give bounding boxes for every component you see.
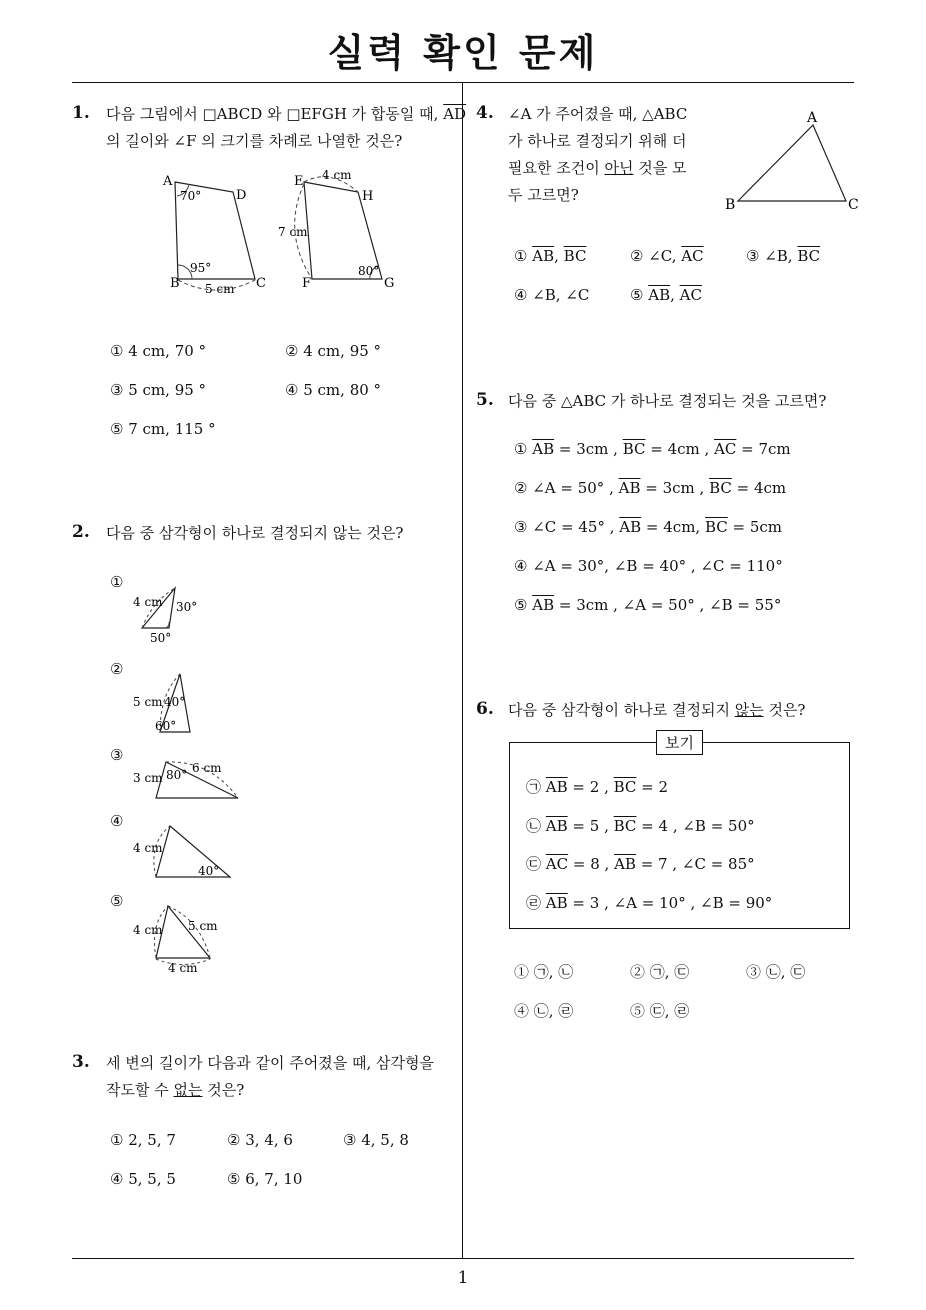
answer-option[interactable]: ② 4 cm, 95 ° bbox=[285, 342, 382, 360]
answer-option[interactable]: ③ bbox=[110, 746, 124, 764]
text-line: 작도할 수 bbox=[106, 1081, 174, 1099]
side-label: 4 cm bbox=[133, 923, 163, 937]
side-label: 4 cm bbox=[133, 595, 163, 609]
answer-option[interactable]: ③ ∠B, $\overline{BC}$ bbox=[746, 247, 821, 265]
bogi-item: ㉢ $\overline{AC} = 8$ , $\overline{AB} = 7$ , ∠C = 85° bbox=[526, 855, 755, 873]
answer-option[interactable]: ④ bbox=[110, 812, 124, 830]
vertex-c: C bbox=[256, 276, 266, 291]
question-number: 3. bbox=[72, 1052, 90, 1072]
angle-label: 50° bbox=[150, 631, 172, 645]
answer-option[interactable]: ③ 5 cm, 95 ° bbox=[110, 381, 207, 399]
angle-mark bbox=[165, 622, 169, 628]
text-line: 두 고르면? bbox=[508, 186, 579, 204]
answer-option[interactable]: ⑤ bbox=[110, 892, 124, 910]
answer-option[interactable]: ⑤ $\overline{AB}$, $\overline{AC}$ bbox=[630, 286, 702, 304]
triangle bbox=[738, 125, 846, 201]
answer-option[interactable]: ⑤ 7 cm, 115 ° bbox=[110, 420, 216, 438]
emphasis: 않는 bbox=[734, 701, 764, 719]
vertex-f: F bbox=[302, 276, 312, 291]
side-label: 5 cm bbox=[188, 919, 218, 933]
length-bc-label: 5 cm bbox=[205, 282, 235, 296]
side-label: 5 cm bbox=[133, 695, 163, 709]
text-line: 의 길이와 ∠F 의 크기를 차례로 나열한 것은? bbox=[106, 132, 403, 150]
triangle-figure-3 bbox=[130, 756, 250, 804]
question-text: 다음 중 △ABC 가 하나로 결정되는 것을 고르면? bbox=[508, 392, 827, 410]
quadrilateral-figure bbox=[150, 162, 410, 302]
vertex-a: A bbox=[163, 174, 173, 189]
answer-option[interactable]: ④ ∠B, ∠C bbox=[514, 286, 590, 304]
triangle-figure-4 bbox=[130, 822, 240, 882]
bottom-divider bbox=[72, 1258, 854, 1259]
bogi-item: ㉣ $\overline{AB} = 3$ , ∠A = 10° , ∠B = 90° bbox=[526, 894, 773, 912]
answer-option[interactable]: ① bbox=[110, 573, 124, 591]
question-number: 4. bbox=[476, 103, 494, 123]
question-number: 1. bbox=[72, 103, 90, 123]
answer-option[interactable]: ② ∠A = 50° , $\overline{AB} = 3cm$ , $\overline{BC} = 4cm$ bbox=[514, 479, 787, 497]
answer-option[interactable]: ② bbox=[110, 660, 124, 678]
answer-option[interactable]: ② ㉠, ㉢ bbox=[630, 963, 690, 981]
vertex-a: A bbox=[807, 110, 818, 126]
angle-label: 80° bbox=[166, 768, 188, 782]
answer-option[interactable]: ④ ∠A = 30°, ∠B = 40° , ∠C = 110° bbox=[514, 557, 783, 575]
answer-option[interactable]: ① $\overline{AB} = 3cm$ , $\overline{BC} = 4cm$ , $\overline{AC} = 7cm$ bbox=[514, 440, 791, 458]
answer-option[interactable]: ④ ㉡, ㉣ bbox=[514, 1002, 574, 1020]
emphasis: 아닌 bbox=[604, 159, 634, 177]
question-text bbox=[106, 101, 466, 155]
question-number: 6. bbox=[476, 699, 494, 719]
text-line: 것을 모 bbox=[633, 159, 687, 177]
angle-label: 30° bbox=[176, 600, 198, 614]
vertex-h: H bbox=[362, 189, 374, 204]
angle-label: 60° bbox=[155, 719, 177, 733]
top-divider bbox=[72, 82, 854, 83]
answer-option[interactable]: ② ∠C, $\overline{AC}$ bbox=[630, 247, 704, 265]
triangle-figure-5 bbox=[130, 902, 230, 976]
text-line: ∠A 가 주어졌을 때, △ABC bbox=[508, 105, 688, 123]
angle-b-label: 95° bbox=[190, 261, 212, 275]
text-line: 세 변의 길이가 다음과 같이 주어졌을 때, 삼각형을 bbox=[106, 1054, 434, 1072]
segment-ad: $\overline{AD}$ bbox=[443, 105, 467, 123]
vertex-d: D bbox=[236, 188, 247, 203]
triangle-figure-2 bbox=[130, 670, 220, 736]
vertex-c: C bbox=[848, 197, 859, 213]
answer-option[interactable]: ② 3, 4, 6 bbox=[227, 1131, 293, 1149]
answer-option[interactable]: ④ 5, 5, 5 bbox=[110, 1170, 176, 1188]
question-number: 2. bbox=[72, 522, 90, 542]
answer-option[interactable]: ③ 4, 5, 8 bbox=[343, 1131, 409, 1149]
triangle-figure-1 bbox=[130, 584, 210, 646]
answer-option[interactable]: ① 4 cm, 70 ° bbox=[110, 342, 207, 360]
answer-option[interactable]: ③ ㉡, ㉢ bbox=[746, 963, 806, 981]
angle-a-label: 70° bbox=[180, 189, 202, 203]
length-eh-label: 4 cm bbox=[322, 168, 352, 182]
side-label: 4 cm bbox=[168, 961, 198, 975]
text-line: 다음 그림에서 □ABCD 와 □EFGH 가 합동일 때, bbox=[106, 105, 444, 123]
bogi-title: 보기 bbox=[656, 730, 703, 755]
question-text: 다음 중 삼각형이 하나로 결정되지 않는 것은? bbox=[508, 701, 806, 719]
answer-option[interactable]: ③ ∠C = 45° , $\overline{AB} = 4cm$, $\overline{BC} = 5cm$ bbox=[514, 518, 783, 536]
triangle-abc-figure bbox=[718, 105, 868, 215]
side-label: 4 cm bbox=[133, 841, 163, 855]
question-number: 5. bbox=[476, 390, 494, 410]
vertex-b: B bbox=[170, 276, 180, 291]
answer-option[interactable]: ④ 5 cm, 80 ° bbox=[285, 381, 382, 399]
answer-option[interactable]: ⑤ 6, 7, 10 bbox=[227, 1170, 303, 1188]
bogi-item: ㉡ $\overline{AB} = 5$ , $\overline{BC} = 4$ , ∠B = 50° bbox=[526, 817, 755, 835]
page-number: 1 bbox=[457, 1268, 469, 1288]
question-text: 다음 중 삼각형이 하나로 결정되지 않는 것은? bbox=[106, 524, 404, 542]
answer-option[interactable]: ① 2, 5, 7 bbox=[110, 1131, 176, 1149]
emphasis: 없는 bbox=[173, 1081, 203, 1099]
vertex-g: G bbox=[384, 276, 395, 291]
text-line: 것은? bbox=[202, 1081, 245, 1099]
answer-option[interactable]: ① $\overline{AB}$, $\overline{BC}$ bbox=[514, 247, 587, 265]
column-divider bbox=[462, 83, 463, 1258]
question-text bbox=[106, 1050, 434, 1104]
side-label: 6 cm bbox=[192, 761, 222, 775]
angle-label: 40° bbox=[164, 695, 186, 709]
length-ef-label: 7 cm bbox=[278, 225, 308, 239]
question-text bbox=[508, 101, 687, 209]
answer-option[interactable]: ⑤ $\overline{AB} = 3cm$ , ∠A = 50° , ∠B = 55° bbox=[514, 596, 782, 614]
angle-g-label: 80° bbox=[358, 264, 380, 278]
page-title: 실력 확인 문제 bbox=[327, 31, 599, 75]
answer-option[interactable]: ⑤ ㉢, ㉣ bbox=[630, 1002, 690, 1020]
side-label: 3 cm bbox=[133, 771, 163, 785]
text-line: 필요한 조건이 bbox=[508, 159, 605, 177]
text-line: 가 하나로 결정되기 위해 더 bbox=[508, 132, 687, 150]
vertex-e: E bbox=[294, 174, 304, 189]
bogi-item: ㉠ $\overline{AB} = 2$ , $\overline{BC} = 2$ bbox=[526, 778, 669, 796]
vertex-b: B bbox=[725, 197, 736, 213]
angle-label: 40° bbox=[198, 864, 220, 878]
answer-option[interactable]: ① ㉠, ㉡ bbox=[514, 963, 574, 981]
